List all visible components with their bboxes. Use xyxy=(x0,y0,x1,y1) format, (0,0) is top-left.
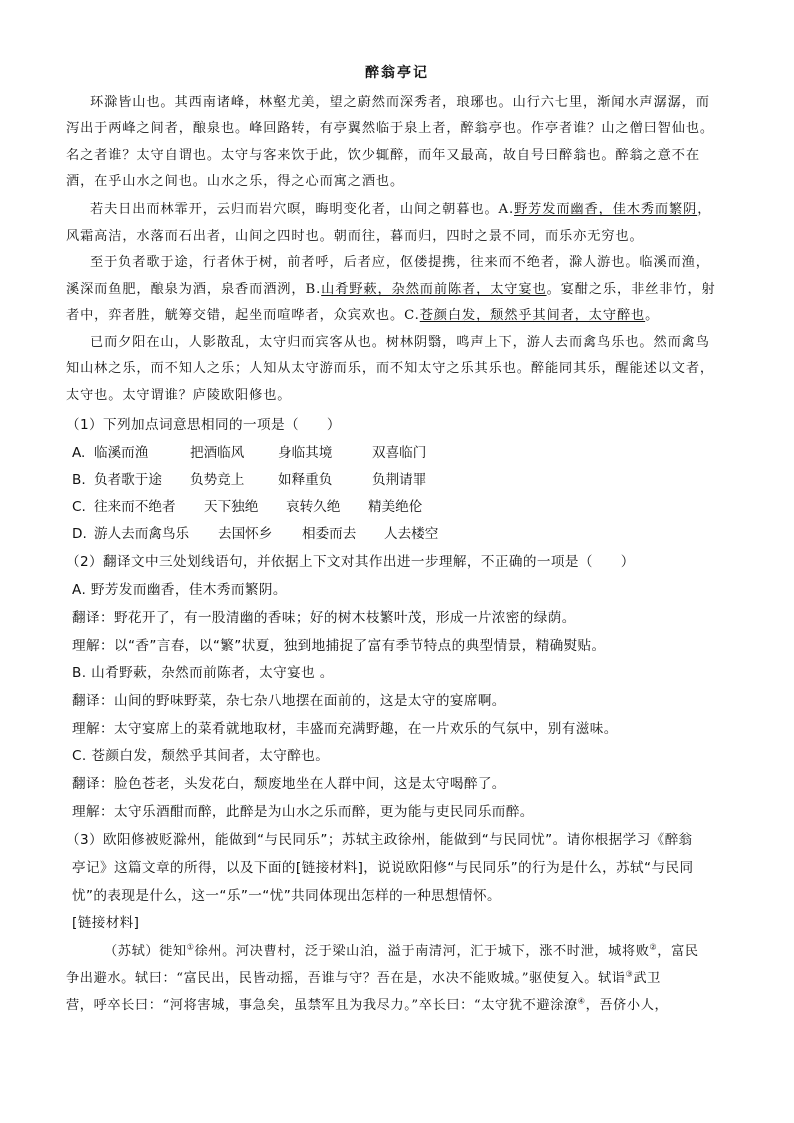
option-item: 负荆请罪 xyxy=(372,472,427,488)
option-label: D. xyxy=(72,526,87,542)
link-text: 武卫 xyxy=(633,971,661,986)
passage-text: 若夫日出而林霏开，云归而岩穴暝，晦明变化者，山间之朝暮也。A. xyxy=(90,202,515,217)
passage-line: 泻出于两峰之间者，酿泉也。峰回路转，有亭翼然临于泉上者，醉翁亭也。作亭者谁？山之僧曰智仙也。 xyxy=(66,121,715,136)
passage-text: ， xyxy=(697,202,712,217)
passage-line: 太守也。太守谓谁？庐陵欧阳修也。 xyxy=(66,388,292,403)
link-text: 徐州。河决曹村，泛于梁山泊，溢于南清河，汇于城下，涨不时泄，城将败 xyxy=(194,944,650,959)
option-item: 哀转久绝 xyxy=(286,499,341,515)
q1-option-b[interactable] xyxy=(72,468,426,488)
question-3-stem: 忧”的表现是什么，这一“乐”一“忧”共同体现出怎样的一种思想情怀。 xyxy=(72,888,502,904)
passage-title: 醉翁亭记 xyxy=(365,65,429,81)
footnote-mark: ③ xyxy=(625,969,634,979)
link-text: 营，呼卒长曰：“河将害城，事急矣，虽禁军且为我尽力。”卒长曰：“太守犹不避涂潦 xyxy=(66,998,578,1013)
passage-line: 名之者谁？太守自谓也。太守与客来饮于此，饮少辄醉，而年又最高，故自号曰醉翁也。醉翁之意不在 xyxy=(66,148,700,163)
option-item: 游人去而禽鸟乐 xyxy=(94,526,190,542)
q1-option-a[interactable] xyxy=(72,441,426,461)
option-item: 身临其境 xyxy=(278,445,333,461)
q2-option-c-understanding: 理解：太守乐酒酣而醉，此醉是为山水之乐而醉，更为能与吏民同乐而醉。 xyxy=(72,804,534,820)
passage-line: 风霜高洁，水落而石出者，山间之四时也。朝而往，暮而归，四时之景不同，而乐亦无穷也。 xyxy=(66,229,644,244)
question-3-stem: 亭记》这篇文章的所得，以及下面的[链接材料]，说说欧阳修“与民同乐”的行为是什么，苏轼“与民同 xyxy=(72,860,694,876)
option-item: 把酒临风 xyxy=(190,445,245,461)
link-text: ，富民 xyxy=(657,944,699,959)
passage-line xyxy=(66,304,726,323)
passage-line: 环滁皆山也。其西南诸峰，林壑尤美，望之蔚然而深秀者，琅琊也。山行六七里，渐闻水声潺潺，而 xyxy=(90,95,710,110)
footnote-mark: ④ xyxy=(577,996,586,1006)
passage-text: 。 xyxy=(645,308,660,323)
option-item: 负者歌于途 xyxy=(94,472,162,488)
link-material-title: [链接材料] xyxy=(72,915,140,931)
passage-line: 已而夕阳在山，人影散乱，太守归而宾客从也。树林阴翳，鸣声上下，游人去而禽鸟乐也。然而禽鸟 xyxy=(90,335,710,350)
passage-line xyxy=(66,278,726,297)
question-3-stem: （3）欧阳修被贬滁州，能做到“与民同乐”；苏轼主政徐州，能做到“与民同忧”。请你根据学习《醉翁 xyxy=(66,832,693,848)
question-2-stem: （2）翻译文中三处划线语句，并依据上下文对其作出进一步理解，不正确的一项是（ ） xyxy=(66,554,635,570)
q2-option-b-sentence[interactable]: B. 山肴野蔌，杂然而前陈者，太守宴也 。 xyxy=(72,665,334,681)
passage-line xyxy=(90,198,750,217)
q2-option-c-translation: 翻译：脸色苍老，头发花白，颓废地坐在人群中间，这是太守喝醉了。 xyxy=(72,776,506,792)
underlined-sentence-b: 山肴野蔌，杂然而前陈者，太守宴也 xyxy=(321,282,547,297)
passage-text: 。宴酣之乐，非丝非竹，射 xyxy=(546,282,716,297)
option-item: 去国怀乡 xyxy=(218,526,273,542)
option-item: 双喜临门 xyxy=(372,445,427,461)
option-item: 负势竞上 xyxy=(190,472,245,488)
option-item: 天下独绝 xyxy=(204,499,259,515)
q2-option-b-translation: 翻译：山间的野味野菜，杂七杂八地摆在面前的，这是太守的宴席啊。 xyxy=(72,693,506,709)
option-item: 往来而不绝者 xyxy=(94,499,176,515)
option-item: 如释重负 xyxy=(278,472,333,488)
option-label: A. xyxy=(72,445,86,461)
q2-option-a-understanding: 理解：以“香”言春，以“繁”状夏，独到地捕捉了富有季节特点的典型情景，精确熨贴。 xyxy=(72,638,606,654)
q1-option-c[interactable] xyxy=(72,495,422,515)
q2-option-c-sentence[interactable]: C. 苍颜白发，颓然乎其间者，太守醉也。 xyxy=(72,748,330,764)
option-label: B. xyxy=(72,472,86,488)
link-material-line xyxy=(66,967,726,986)
q1-option-d[interactable] xyxy=(72,522,438,542)
q2-option-a-translation: 翻译：野花开了，有一股清幽的香味；好的树木枝繁叶茂，形成一片浓密的绿荫。 xyxy=(72,610,576,626)
passage-line: 酒，在乎山水之间也。山水之乐，得之心而寓之酒也。 xyxy=(66,174,405,189)
footnote-mark: ② xyxy=(649,942,658,952)
footnote-mark: ① xyxy=(186,942,195,952)
link-text: 争出避水。轼曰：“富民出，民皆动摇，吾谁与守？吾在是，水决不能败城。”驱使复入。轼诣 xyxy=(66,971,626,986)
q2-option-a-sentence[interactable]: A. 野芳发而幽香，佳木秀而繁阴。 xyxy=(72,582,287,598)
link-material-line xyxy=(66,994,726,1013)
option-label: C. xyxy=(72,499,86,515)
link-material-line xyxy=(104,940,726,959)
option-item: 人去楼空 xyxy=(384,526,439,542)
passage-line: 知山林之乐，而不知人之乐；人知从太守游而乐，而不知太守之乐其乐也。醉能同其乐，醒能述以文者， xyxy=(66,361,715,376)
q2-option-b-understanding: 理解：太守宴席上的菜肴就地取材，丰盛而充满野趣，在一片欢乐的气氛中，别有滋味。 xyxy=(72,721,618,737)
link-text: ，吾侪小人， xyxy=(585,998,669,1013)
question-1-stem: （1）下列加点词意思相同的一项是（ ） xyxy=(66,417,341,433)
passage-text: 溪深而鱼肥，酿泉为酒，泉香而酒洌，B. xyxy=(66,282,322,297)
option-item: 相委而去 xyxy=(302,526,357,542)
option-item: 临溪而渔 xyxy=(94,445,149,461)
underlined-sentence-c: 苍颜白发，颓然乎其间者，太守醉也 xyxy=(419,308,646,323)
passage-text: 者中，弈者胜，觥筹交错，起坐而喧哗者，众宾欢也。C. xyxy=(66,308,420,323)
option-item: 精美绝伦 xyxy=(368,499,423,515)
passage-line: 至于负者歌于途，行者休于树，前者呼，后者应，伛偻提携，往来而不绝者，滁人游也。临溪而渔， xyxy=(90,255,710,270)
link-text: （苏轼）徙知 xyxy=(104,944,187,959)
underlined-sentence-a: 野芳发而幽香，佳木秀而繁阴 xyxy=(514,202,698,217)
